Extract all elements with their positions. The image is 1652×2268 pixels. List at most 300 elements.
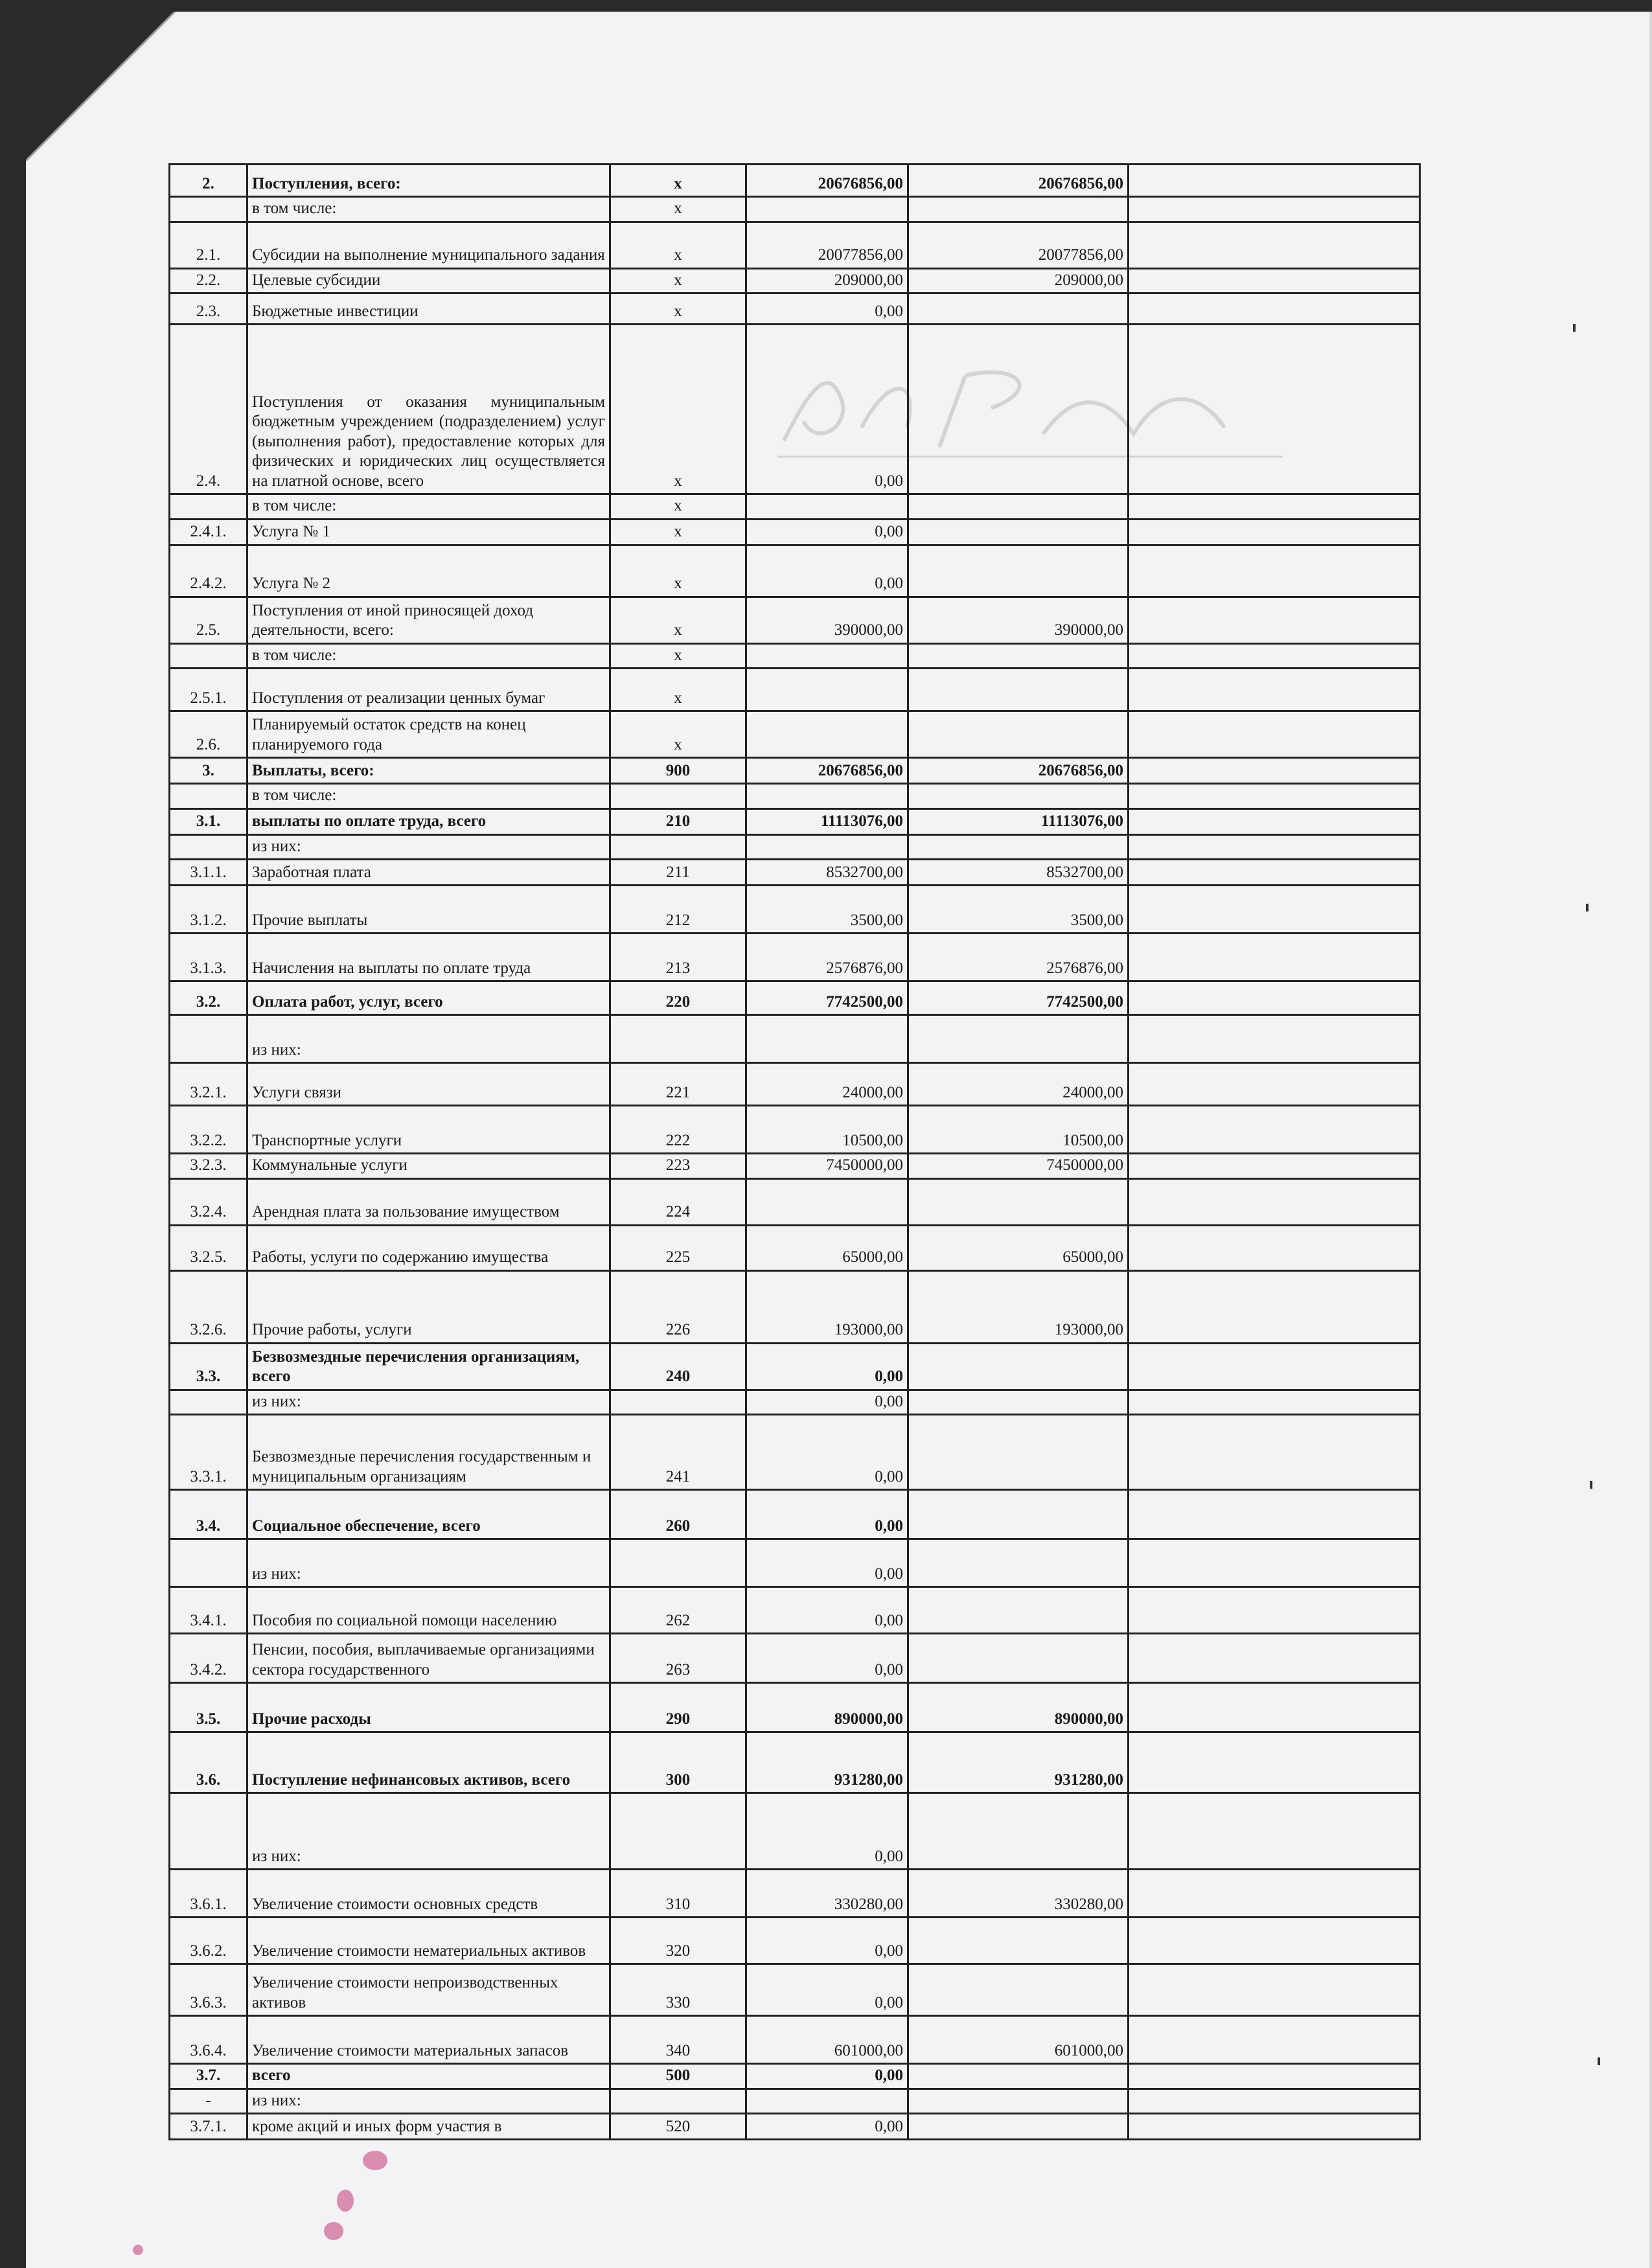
amount-total — [746, 834, 908, 860]
row-number — [170, 197, 247, 222]
amount-total: 20676856,00 — [746, 165, 908, 197]
row-code: 263 — [610, 1634, 746, 1683]
amount-total: 0,00 — [746, 1539, 908, 1587]
amount-other — [1129, 1154, 1420, 1179]
table-row — [170, 643, 1420, 669]
table-row — [170, 1587, 1420, 1634]
amount-other — [1129, 711, 1420, 758]
row-code: x — [610, 222, 746, 268]
row-code: 500 — [610, 2064, 746, 2089]
amount-other — [1129, 293, 1420, 325]
amount-total: 0,00 — [746, 1415, 908, 1490]
row-code: x — [610, 545, 746, 597]
table-row — [170, 1793, 1420, 1870]
table-row — [170, 758, 1420, 784]
row-number — [170, 1539, 247, 1587]
amount-subsidy — [908, 2114, 1129, 2140]
amount-subsidy — [908, 1918, 1129, 1964]
row-number: 3.6.1. — [170, 1870, 247, 1918]
row-number: 2.4.2. — [170, 545, 247, 597]
amount-total: 0,00 — [746, 325, 908, 494]
row-number: 3.2.5. — [170, 1225, 247, 1270]
row-name: Поступления от иной приносящей доход деятельности, всего: — [247, 597, 610, 643]
amount-total: 7450000,00 — [746, 1154, 908, 1179]
row-name: Услуга № 1 — [247, 519, 610, 545]
amount-other — [1129, 2114, 1420, 2140]
amount-other — [1129, 1918, 1420, 1964]
amount-subsidy: 890000,00 — [908, 1683, 1129, 1732]
row-number: 3.6. — [170, 1732, 247, 1793]
amount-total: 0,00 — [746, 1587, 908, 1634]
amount-subsidy — [908, 711, 1129, 758]
amount-subsidy — [908, 1964, 1129, 2016]
table-row — [170, 1415, 1420, 1490]
row-code: x — [610, 597, 746, 643]
amount-other — [1129, 2064, 1420, 2089]
amount-subsidy — [908, 1634, 1129, 1683]
row-code: x — [610, 669, 746, 711]
amount-subsidy: 3500,00 — [908, 886, 1129, 934]
amount-other — [1129, 1015, 1420, 1063]
amount-other — [1129, 1683, 1420, 1732]
amount-subsidy: 209000,00 — [908, 268, 1129, 293]
table-row — [170, 834, 1420, 860]
row-code: 225 — [610, 1225, 746, 1270]
row-number: 3.5. — [170, 1683, 247, 1732]
row-code: 300 — [610, 1732, 746, 1793]
row-number: 3.3.1. — [170, 1415, 247, 1490]
margin-mark — [1590, 1481, 1592, 1489]
row-name: Пенсии, пособия, выплачиваемые организациями сектора государственного — [247, 1634, 610, 1683]
table-row — [170, 494, 1420, 520]
row-name: из них: — [247, 834, 610, 860]
amount-other — [1129, 669, 1420, 711]
amount-other — [1129, 1634, 1420, 1683]
amount-total: 0,00 — [746, 545, 908, 597]
table-row — [170, 2016, 1420, 2064]
row-name: Бюджетные инвестиции — [247, 293, 610, 325]
amount-other — [1129, 1343, 1420, 1390]
table-row — [170, 669, 1420, 711]
amount-other — [1129, 1490, 1420, 1539]
amount-total — [746, 197, 908, 222]
amount-total: 0,00 — [746, 1390, 908, 1415]
amount-subsidy — [908, 1793, 1129, 1870]
row-number: 3.2. — [170, 981, 247, 1015]
row-number: 3.6.3. — [170, 1964, 247, 2016]
amount-other — [1129, 860, 1420, 886]
row-code: 241 — [610, 1415, 746, 1490]
row-number: 2.1. — [170, 222, 247, 268]
amount-total: 20676856,00 — [746, 758, 908, 784]
row-code: 310 — [610, 1870, 746, 1918]
row-number: 3.4. — [170, 1490, 247, 1539]
amount-subsidy: 8532700,00 — [908, 860, 1129, 886]
amount-other — [1129, 165, 1420, 197]
row-code: 330 — [610, 1964, 746, 2016]
amount-other — [1129, 808, 1420, 834]
amount-subsidy — [908, 293, 1129, 325]
amount-other — [1129, 758, 1420, 784]
amount-subsidy: 931280,00 — [908, 1732, 1129, 1793]
amount-total: 193000,00 — [746, 1270, 908, 1343]
table-row — [170, 2114, 1420, 2140]
amount-subsidy: 601000,00 — [908, 2016, 1129, 2064]
row-name: Поступления, всего: — [247, 165, 610, 197]
table-row — [170, 1634, 1420, 1683]
amount-other — [1129, 981, 1420, 1015]
amount-total: 330280,00 — [746, 1870, 908, 1918]
table-row — [170, 711, 1420, 758]
row-number: 3.7. — [170, 2064, 247, 2089]
amount-subsidy — [908, 1178, 1129, 1225]
row-number — [170, 1390, 247, 1415]
row-code: 213 — [610, 934, 746, 981]
row-name: Увеличение стоимости материальных запасов — [247, 2016, 610, 2064]
table-row — [170, 886, 1420, 934]
amount-other — [1129, 1106, 1420, 1154]
amount-other — [1129, 934, 1420, 981]
amount-total — [746, 643, 908, 669]
row-code: 220 — [610, 981, 746, 1015]
row-code: 211 — [610, 860, 746, 886]
row-name: из них: — [247, 1793, 610, 1870]
amount-other — [1129, 1732, 1420, 1793]
amount-subsidy: 24000,00 — [908, 1063, 1129, 1106]
row-name: Поступления от оказания муниципальным бюджетным учреждением (подразделением) услуг (выполнения работ), предоставление которых для физических и юридических лиц осуществляется на платной основе, всего — [247, 325, 610, 494]
table-row — [170, 1343, 1420, 1390]
row-code: x — [610, 197, 746, 222]
amount-total: 0,00 — [746, 1964, 908, 2016]
amount-other — [1129, 545, 1420, 597]
amount-subsidy — [908, 325, 1129, 494]
row-code: 222 — [610, 1106, 746, 1154]
amount-subsidy — [908, 545, 1129, 597]
row-name: в том числе: — [247, 197, 610, 222]
table-row — [170, 519, 1420, 545]
amount-total: 65000,00 — [746, 1225, 908, 1270]
table-row — [170, 1225, 1420, 1270]
amount-other — [1129, 1793, 1420, 1870]
row-code: x — [610, 711, 746, 758]
margin-mark — [1598, 2057, 1600, 2065]
row-name: Оплата работ, услуг, всего — [247, 981, 610, 1015]
amount-subsidy — [908, 669, 1129, 711]
amount-other — [1129, 1225, 1420, 1270]
row-code: 226 — [610, 1270, 746, 1343]
amount-subsidy — [908, 1015, 1129, 1063]
row-name: Безвозмездные перечисления организациям, всего — [247, 1343, 610, 1390]
row-code: x — [610, 268, 746, 293]
amount-total: 209000,00 — [746, 268, 908, 293]
row-name: Целевые субсидии — [247, 268, 610, 293]
amount-subsidy: 11113076,00 — [908, 808, 1129, 834]
row-name: Прочие работы, услуги — [247, 1270, 610, 1343]
row-code: 290 — [610, 1683, 746, 1732]
table-row — [170, 1918, 1420, 1964]
table-row — [170, 808, 1420, 834]
row-code: 240 — [610, 1343, 746, 1390]
amount-total — [746, 711, 908, 758]
financial-plan-table — [168, 163, 1421, 2140]
table-row — [170, 1178, 1420, 1225]
amount-other — [1129, 197, 1420, 222]
row-name: из них: — [247, 2089, 610, 2114]
amount-total: 3500,00 — [746, 886, 908, 934]
row-number: 2.4. — [170, 325, 247, 494]
amount-total: 390000,00 — [746, 597, 908, 643]
amount-total: 0,00 — [746, 2064, 908, 2089]
row-number: 3.4.2. — [170, 1634, 247, 1683]
amount-subsidy — [908, 834, 1129, 860]
amount-subsidy: 7450000,00 — [908, 1154, 1129, 1179]
row-number — [170, 1015, 247, 1063]
amount-subsidy: 20676856,00 — [908, 165, 1129, 197]
row-number: 2.5. — [170, 597, 247, 643]
amount-total: 0,00 — [746, 1634, 908, 1683]
row-name: кроме акций и иных форм участия в — [247, 2114, 610, 2140]
row-name: Увеличение стоимости нематериальных активов — [247, 1918, 610, 1964]
row-name: Поступления от реализации ценных бумаг — [247, 669, 610, 711]
row-name: в том числе: — [247, 784, 610, 809]
row-number: 3.1.3. — [170, 934, 247, 981]
table-row — [170, 197, 1420, 222]
amount-subsidy: 65000,00 — [908, 1225, 1129, 1270]
row-code — [610, 1390, 746, 1415]
row-name: выплаты по оплате труда, всего — [247, 808, 610, 834]
row-number — [170, 834, 247, 860]
row-name: Планируемый остаток средств на конец планируемого года — [247, 711, 610, 758]
table-row — [170, 981, 1420, 1015]
row-code: 221 — [610, 1063, 746, 1106]
row-name: из них: — [247, 1390, 610, 1415]
table-row — [170, 1683, 1420, 1732]
row-code — [610, 1539, 746, 1587]
row-number: 3.1.2. — [170, 886, 247, 934]
row-number: 2.2. — [170, 268, 247, 293]
amount-total — [746, 784, 908, 809]
row-number: 2.5.1. — [170, 669, 247, 711]
row-code: 320 — [610, 1918, 746, 1964]
amount-other — [1129, 1270, 1420, 1343]
row-code: x — [610, 643, 746, 669]
table-row — [170, 165, 1420, 197]
table-row — [170, 2089, 1420, 2114]
row-code — [610, 1015, 746, 1063]
row-name: в том числе: — [247, 643, 610, 669]
row-code: x — [610, 494, 746, 520]
row-name: Поступление нефинансовых активов, всего — [247, 1732, 610, 1793]
table-row — [170, 1964, 1420, 2016]
row-code: x — [610, 325, 746, 494]
amount-total — [746, 669, 908, 711]
row-name: Услуга № 2 — [247, 545, 610, 597]
amount-total: 0,00 — [746, 1490, 908, 1539]
amount-other — [1129, 886, 1420, 934]
row-name: Увеличение стоимости основных средств — [247, 1870, 610, 1918]
table-row — [170, 1063, 1420, 1106]
amount-total: 7742500,00 — [746, 981, 908, 1015]
row-code: 212 — [610, 886, 746, 934]
row-code — [610, 784, 746, 809]
amount-total — [746, 1178, 908, 1225]
amount-total: 0,00 — [746, 293, 908, 325]
row-number: 3.2.4. — [170, 1178, 247, 1225]
row-name: в том числе: — [247, 494, 610, 520]
amount-subsidy — [908, 1390, 1129, 1415]
row-number: 3.4.1. — [170, 1587, 247, 1634]
row-code: x — [610, 165, 746, 197]
row-code: 262 — [610, 1587, 746, 1634]
margin-mark — [1586, 904, 1589, 911]
amount-total: 24000,00 — [746, 1063, 908, 1106]
table-row — [170, 268, 1420, 293]
amount-other — [1129, 834, 1420, 860]
amount-subsidy — [908, 1343, 1129, 1390]
amount-total: 0,00 — [746, 2114, 908, 2140]
amount-other — [1129, 1870, 1420, 1918]
row-number — [170, 1793, 247, 1870]
amount-subsidy — [908, 1415, 1129, 1490]
amount-total — [746, 494, 908, 520]
row-number: 3.2.2. — [170, 1106, 247, 1154]
amount-subsidy: 2576876,00 — [908, 934, 1129, 981]
row-number: 3.6.2. — [170, 1918, 247, 1964]
row-code — [610, 1793, 746, 1870]
row-number: 3. — [170, 758, 247, 784]
row-name: из них: — [247, 1015, 610, 1063]
amount-subsidy: 20676856,00 — [908, 758, 1129, 784]
table-row — [170, 325, 1420, 494]
amount-total: 20077856,00 — [746, 222, 908, 268]
amount-subsidy: 7742500,00 — [908, 981, 1129, 1015]
table-row — [170, 597, 1420, 643]
row-number: 3.2.6. — [170, 1270, 247, 1343]
amount-other — [1129, 1415, 1420, 1490]
table-row — [170, 1390, 1420, 1415]
amount-subsidy — [908, 1490, 1129, 1539]
row-name: Услуги связи — [247, 1063, 610, 1106]
amount-subsidy — [908, 784, 1129, 809]
row-code: 210 — [610, 808, 746, 834]
row-name: из них: — [247, 1539, 610, 1587]
amount-other — [1129, 2089, 1420, 2114]
table-row — [170, 545, 1420, 597]
row-number — [170, 494, 247, 520]
row-code: 260 — [610, 1490, 746, 1539]
amount-subsidy — [908, 197, 1129, 222]
amount-other — [1129, 325, 1420, 494]
amount-subsidy: 20077856,00 — [908, 222, 1129, 268]
row-code: 900 — [610, 758, 746, 784]
table-row — [170, 1732, 1420, 1793]
row-number: - — [170, 2089, 247, 2114]
table-row — [170, 222, 1420, 268]
row-number: 3.1.1. — [170, 860, 247, 886]
amount-total: 0,00 — [746, 1793, 908, 1870]
amount-total: 2576876,00 — [746, 934, 908, 981]
row-name: Начисления на выплаты по оплате труда — [247, 934, 610, 981]
row-name: Коммунальные услуги — [247, 1154, 610, 1179]
row-number: 3.2.3. — [170, 1154, 247, 1179]
row-name: Прочие расходы — [247, 1683, 610, 1732]
row-code: x — [610, 293, 746, 325]
table-row — [170, 1870, 1420, 1918]
amount-total: 11113076,00 — [746, 808, 908, 834]
amount-total: 8532700,00 — [746, 860, 908, 886]
amount-total: 890000,00 — [746, 1683, 908, 1732]
table-row — [170, 293, 1420, 325]
row-name: Арендная плата за пользование имуществом — [247, 1178, 610, 1225]
amount-total — [746, 1015, 908, 1063]
row-name: Безвозмездные перечисления государственным и муниципальным организациям — [247, 1415, 610, 1490]
row-name: Социальное обеспечение, всего — [247, 1490, 610, 1539]
row-code: 520 — [610, 2114, 746, 2140]
amount-other — [1129, 784, 1420, 809]
table-row — [170, 1106, 1420, 1154]
margin-mark — [1573, 324, 1576, 332]
row-number: 3.1. — [170, 808, 247, 834]
amount-total: 931280,00 — [746, 1732, 908, 1793]
amount-subsidy: 193000,00 — [908, 1270, 1129, 1343]
row-number: 3.7.1. — [170, 2114, 247, 2140]
row-name: Увеличение стоимости непроизводственных активов — [247, 1964, 610, 2016]
row-number: 2. — [170, 165, 247, 197]
table-row — [170, 1490, 1420, 1539]
amount-other — [1129, 1178, 1420, 1225]
amount-other — [1129, 494, 1420, 520]
row-code: 224 — [610, 1178, 746, 1225]
row-number — [170, 784, 247, 809]
amount-subsidy — [908, 1539, 1129, 1587]
row-code: x — [610, 519, 746, 545]
table-row — [170, 934, 1420, 981]
pink-ink-stain — [337, 2190, 354, 2212]
table-row — [170, 1015, 1420, 1063]
row-number: 2.4.1. — [170, 519, 247, 545]
amount-total: 10500,00 — [746, 1106, 908, 1154]
amount-subsidy — [908, 643, 1129, 669]
row-name: Субсидии на выполнение муниципального задания — [247, 222, 610, 268]
row-name: Прочие выплаты — [247, 886, 610, 934]
amount-subsidy — [908, 494, 1129, 520]
amount-other — [1129, 643, 1420, 669]
amount-subsidy — [908, 519, 1129, 545]
amount-other — [1129, 1964, 1420, 2016]
row-code: 340 — [610, 2016, 746, 2064]
amount-other — [1129, 268, 1420, 293]
row-number — [170, 643, 247, 669]
amount-subsidy — [908, 2064, 1129, 2089]
row-name: Работы, услуги по содержанию имущества — [247, 1225, 610, 1270]
amount-subsidy: 330280,00 — [908, 1870, 1129, 1918]
row-number: 3.6.4. — [170, 2016, 247, 2064]
row-code — [610, 834, 746, 860]
row-number: 2.6. — [170, 711, 247, 758]
table-body — [170, 165, 1420, 2140]
row-number: 2.3. — [170, 293, 247, 325]
amount-other — [1129, 1390, 1420, 1415]
amount-total: 0,00 — [746, 1343, 908, 1390]
row-name: Пособия по социальной помощи населению — [247, 1587, 610, 1634]
table-row — [170, 1270, 1420, 1343]
table-row — [170, 784, 1420, 809]
pink-ink-stain — [363, 2151, 387, 2170]
amount-other — [1129, 2016, 1420, 2064]
row-name: Транспортные услуги — [247, 1106, 610, 1154]
amount-other — [1129, 1063, 1420, 1106]
row-name: Выплаты, всего: — [247, 758, 610, 784]
